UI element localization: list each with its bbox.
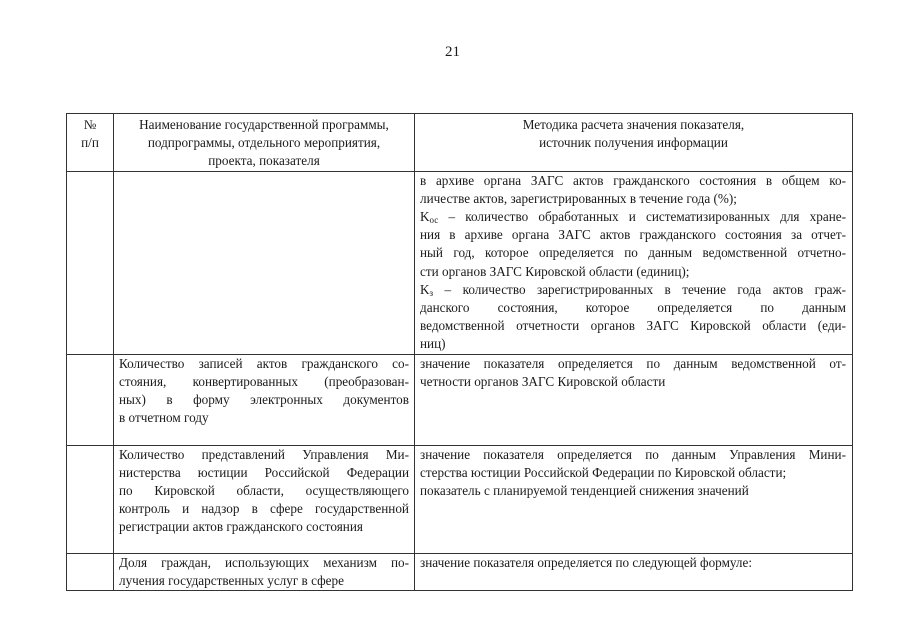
cell-method [415,171,853,354]
cell-method [415,354,853,445]
cell-line: ных) в форму электронных документов [119,392,409,408]
cell-line: ния в архиве органа ЗАГС актов гражданского состояния за отчет- [420,227,846,243]
page-number: 21 [445,44,460,60]
cell-line: данского состояния, которое определяется по данным [420,300,846,316]
cell-line: ниц) [420,336,446,352]
table-row [67,354,853,445]
cell-line: по Кировской области, осуществляющего [119,483,409,499]
cell-line: регистрации актов гражданского состояния [119,519,363,535]
cell-line: четности органов ЗАГС Кировской области [420,373,666,389]
cell-line: показатель с планируемой тенденцией снижения значений [420,483,749,499]
cell-line: значение показателя определяется по данным ведомственной от- [420,355,846,371]
cell-line: в архиве органа ЗАГС актов гражданского состояния в общем ко- [420,172,846,188]
cell-line: значение показателя определяется по следующей формуле: [420,554,753,570]
cell-line: сти органов ЗАГС Кировской области (единиц); [420,263,690,279]
cell-line: в отчетном году [119,410,209,426]
cell-line: Доля граждан, использующих механизм по- [119,554,409,570]
cell-name [114,553,415,590]
indicator-table [66,113,853,591]
cell-line: контроль и надзор в сфере государственной [119,501,409,517]
cell-name [114,354,415,445]
cell-method [415,445,853,553]
header-num: № п/п [67,114,114,172]
cell-num [67,171,114,354]
cell-num [67,445,114,553]
cell-line: $K_з$ – количество зарегистрированных в течение года актов граж- [420,281,846,298]
table-row [67,171,853,354]
cell-line: значение показателя определяется по данным Управления Мини- [420,446,846,462]
table-row [67,553,853,590]
cell-line: лучения государственных услуг в сфере [119,572,344,588]
table-header-row [67,114,853,172]
cell-line: стерства юстиции Российской Федерации по Кировской области; [420,464,787,480]
header-name: Наименование государственной программы, подпрограммы, отдельного мероприятия, проекта, показателя [114,114,415,172]
cell-line: личестве актов, зарегистрированных в течение года (%); [420,190,737,206]
cell-num [67,553,114,590]
cell-line: Количество записей актов гражданского со- [119,355,409,371]
cell-line: стояния, конвертированных (преобразован- [119,373,409,389]
cell-name [114,445,415,553]
cell-line: ный год, которое определяется по данным ведомственной отчетно- [420,245,846,261]
cell-name [114,171,415,354]
cell-line: $K_{ос}$ – количество обработанных и систематизированных для хране- [420,209,846,226]
cell-method [415,553,853,590]
cell-line: нистерства юстиции Российской Федерации [119,464,409,480]
cell-num [67,354,114,445]
cell-line: ведомственной отчетности органов ЗАГС Кировской области (еди- [420,318,846,334]
table-row [67,445,853,553]
cell-line: Количество представлений Управления Ми- [119,446,409,462]
header-method: Методика расчета значения показателя, источник получения информации [415,114,853,172]
